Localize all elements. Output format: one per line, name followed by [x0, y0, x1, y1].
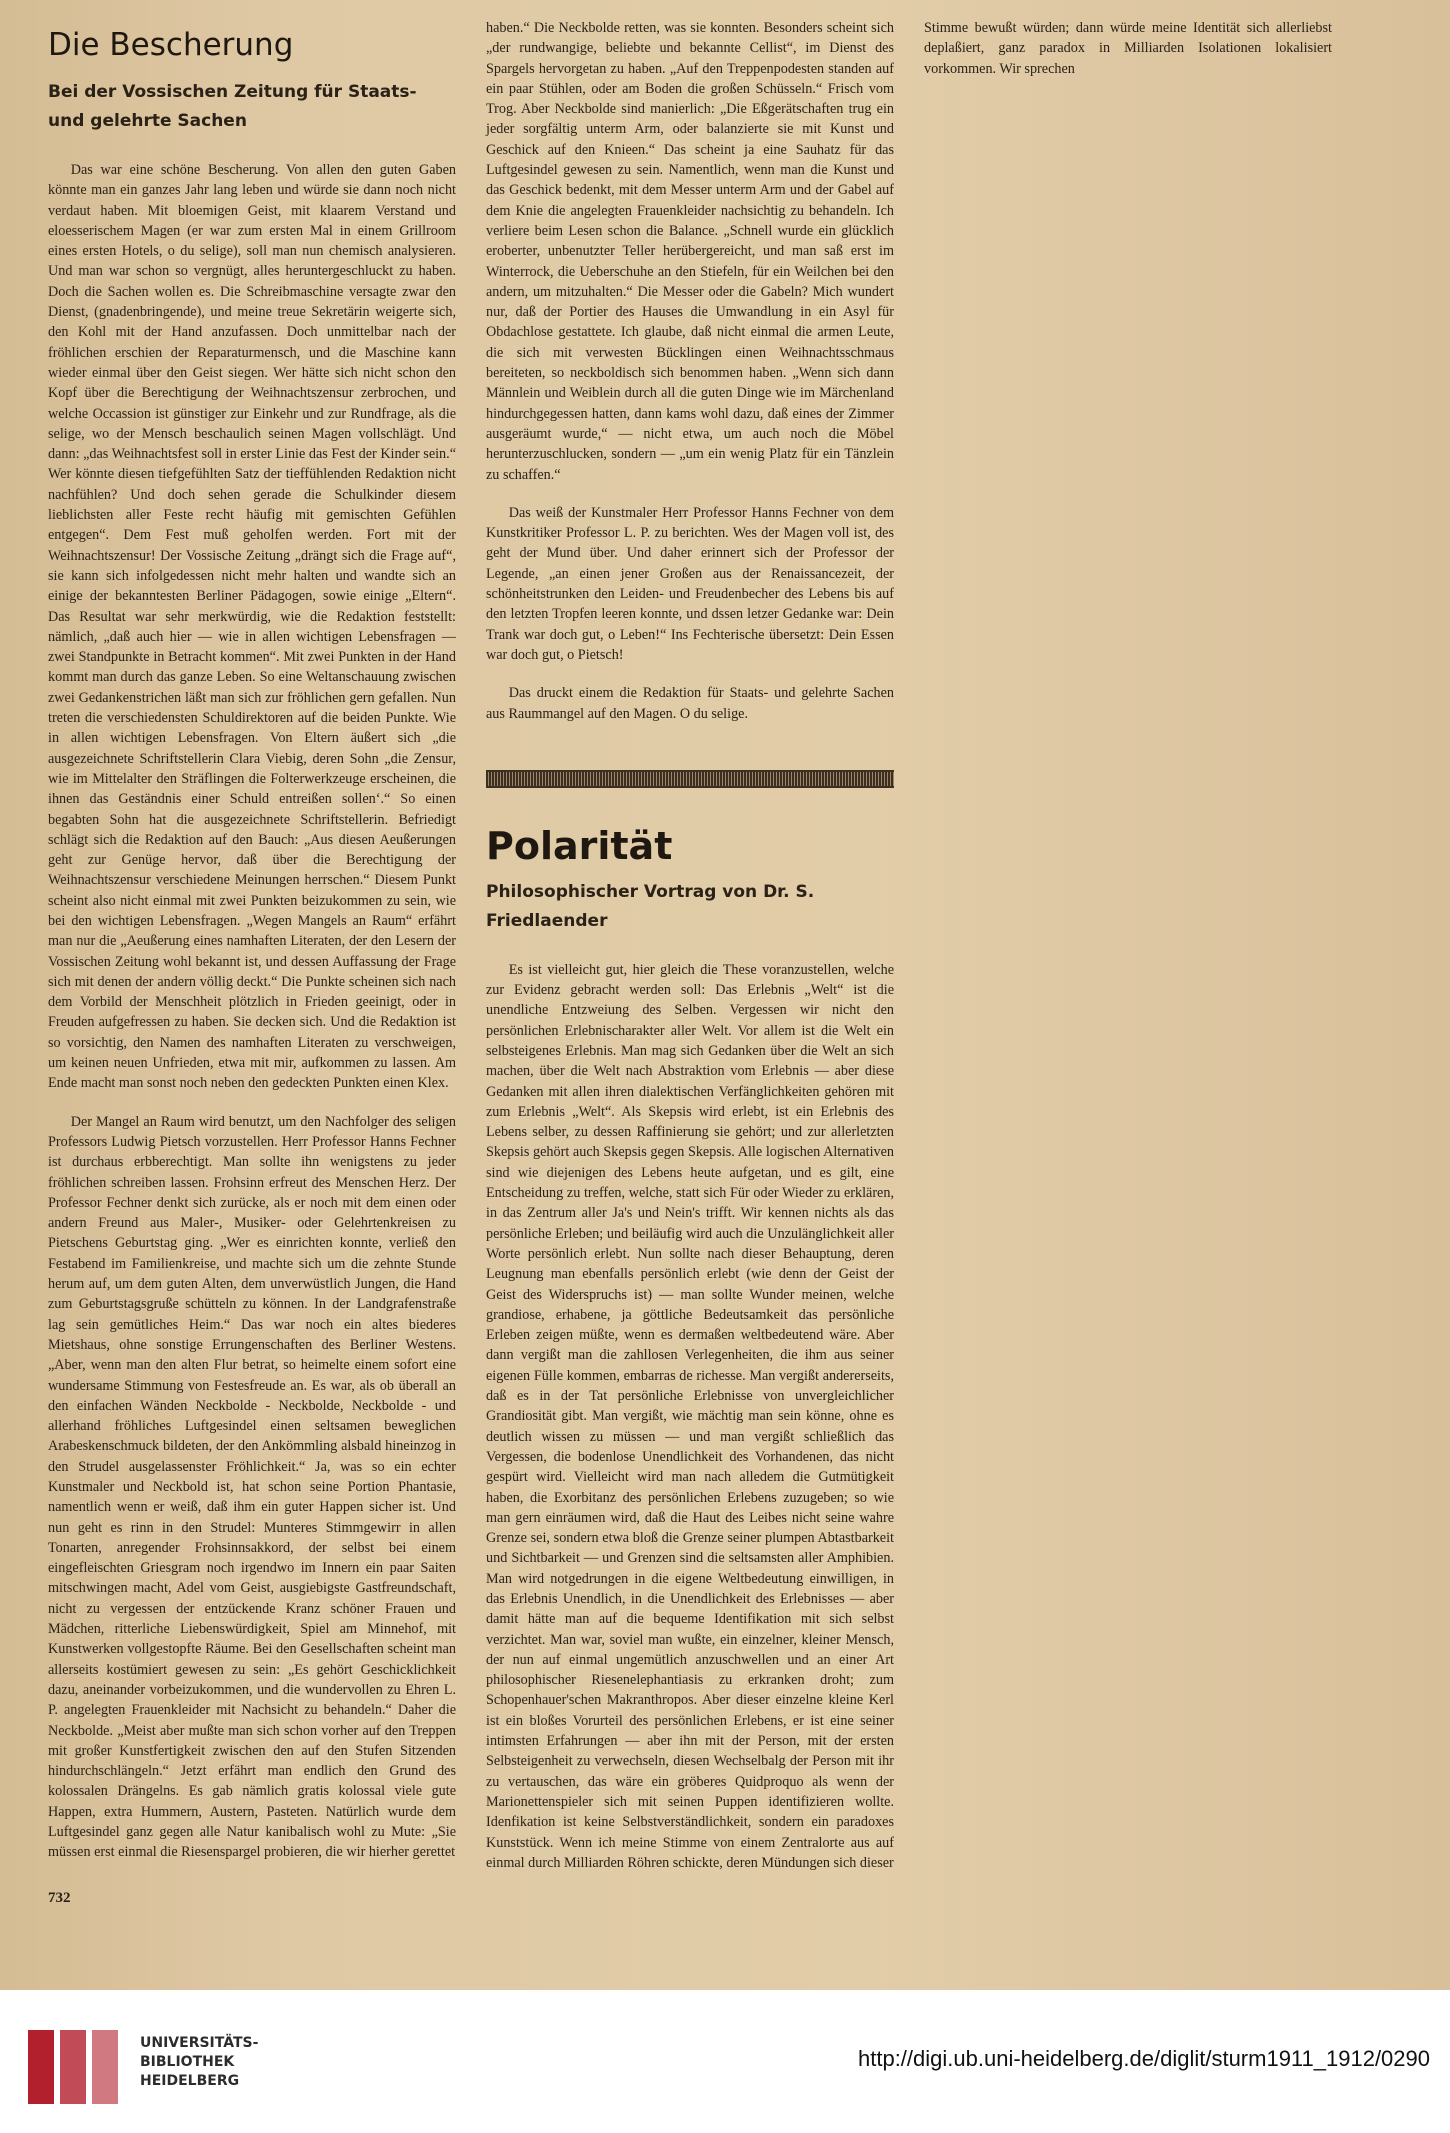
paragraph: Das war eine schöne Bescherung. Von allen den guten Gaben könnte man ein ganzes Jahr lang leben und würde sie dann noch nicht verdaut haben. Mit bloemigen Geist, mit klaarem Verstand und eloesserischem Magen (er war zum ersten Mal in einem Grillroom eines ersten Hotels, o du selige), soll man nun chemisch analysieren. Und man war schon so vergnügt, alles heruntergeschluckt zu haben. Doch die Sachen wollen es. Die Schreibmaschine versagte zwar den Dienst, (gnadenbringende), und meine treue Sekretärin weigerte sich, den Kohl mit der Hand anzufassen. Doch unmittelbar nach der fröhlichen erschien der Reparaturmensch, und die Maschine kann wieder einmal über den Geist siegen. Wer hätte sich nicht schon den Kopf über die Berechtigung der Weihnachtszensur zerbrochen, und welche Occassion ist günstiger zur Einkehr und zur Rundfrage, als die selige, wo der Mensch beschaulich seinen Magen vollschlägt. Und dann: „das Weihnachtsfest soll in erster Linie das Fest der Kinder sein.“ Wer könnte diesen tiefgefühlten Satz der tieffühlenden Redaktion nicht nachfühlen? Und doch sehen gerade die Schulkinder diesem lieblichsten aller Feste recht häufig mit gemischten Gefühlen entgegen“. Dem Fest muß geholfen werden. Fort mit der Weihnachtszensur! Der Vossische Zeitung „drängt sich die Frage auf“, sie kann sich infolgedessen nicht mehr halten und wandte sich an einige der bekanntesten Berliner Pädagogen, sowie einige „Eltern“. Das Resultat war sehr merkwürdig, wie die Redaktion feststellt: nämlich, „daß auch hier — wie in allen wichtigen Lebensfragen — zwei Standpunkte in Betracht kommen“. Mit zwei Punkten in der Hand kommt man durch das ganze Leben. So eine Weltanschauung zwischen zwei Gedankenstrichen läßt man sich zur fröhlichen gern gefallen. Nun treten die verschiedensten Schuldirektoren auf die beiden Punkte. Wie in allen wichtigen Lebensfragen. Von Eltern äußert sich „die ausgezeichnete Schriftstellerin Clara Viebig, deren Sohn „die Zensur, wie im Mittelalter den Sträflingen die Folterwerkzeuge erscheinen, die ihnen das Geständnis einer Schuld entreißen sollen‘.“ So einen begabten Sohn hat die ausgezeichnete Schriftstellerin. Befriedigt schlägt sich die Redaktion auf den Bauch: „Aus diesen Aeußerungen geht zur Genüge hervor, daß über die Berechtigung der Weihnachtszensur verschiedene Meinungen herrschen.“ Diesem Punkt scheint also nicht einmal mit zwei Punkten beizukommen zu sein, wie bei den wichtigen Lebensfragen. „Wegen Mangels an Raum“ erfährt man nur die „Aeußerung eines namhaften Literaten, der den Lesern der Vossischen Zeitung wohl bekannt ist, und dessen Auffassung der Frage sich mit denen der andern völlig deckt.“ Die Punkte scheinen sich nach dem Vorbild der Menschheit plötzlich in Frieden geeinigt, oder in Freuden aufgefressen zu haben. Sie decken sich. Und die Redaktion ist so vorsichtig, den Namen des namhaften Literaten zu verschweigen, um keinen neuen Unfrieden, etwa mit mir, aufkommen zu lassen. Am Ende macht man sonst noch neben den gedeckten Punkten einen Klex.: [48, 162, 456, 1092]
section-divider: [486, 770, 894, 788]
paragraph: Das weiß der Kunstmaler Herr Professor Hanns Fechner von dem Kunstkritiker Professor L. P. zu berichten. Wes der Magen voll ist, des geht der Mund über. Und daher erinnert sich der Professor der Legende, „an einen jener Großen aus der Renaissancezeit, der schönheitstrunken den Leiden- und Freudenbecher des Lebens bis auf den letzten Tropfen leeren konnte, und dssen letzer Gedanke war: Dein Trank war doch gut, o Leben!“ Ins Fechterische übersetzt: Dein Essen war doch gut, o Pietsch!: [486, 504, 894, 663]
paragraph: Es ist vielleicht gut, hier gleich die These voranzustellen, welche zur Evidenz gebracht werden soll: Das Erlebnis „Welt“ ist die unendliche Entzweiung des Selben. Vergessen wir nicht den persönlichen Erlebnischarakter aller Welt. Vor allem ist die Welt ein selbsteigenes Erlebnis. Man mag sich Gedanken über die Welt an sich machen, über die Welt nach Abstraktion vom Erlebnis — aber diese Gedanken mit allen ihren dialektischen Verfänglichkeiten gehören mit zum Erlebnis „Welt“. Als Skepsis wird erlebt, ist ein Erlebnis des Lebens selber, zu dessen Raffinierung sie gehört; und zur allerletzten Skepsis gehört auch Skepsis gegen Skepsis. Alle logischen Alternativen sind wie diejenigen des Lebens heute aufgetan, und es gilt, eine Entscheidung zu treffen, welche, statt sich Für oder Wieder zu erklären, in das Zentrum aller Ja's und Nein's trifft. Wir kennen nichts als das persönliche Erleben; und beiläufig wird auch die Unzulänglichkeit aller Worte persönlich erlebt. Nun sollte nach dieser Behauptung, deren Leugnung man ebenfalls persönlich erlebt (wie denn der Geist der Geist des Widerspruchs ist) — man sollte Wunder meinen, welche grandiose, erhabene, ja göttliche Bedeutsamkeit das persönliche Erleben zeigen müßte, wenn es dermaßen weltbedeutend wäre. Aber dann vergißt man die zahllosen Verlegenheiten, die ihm aus seiner eigenen Fülle kommen, embarras de richesse. Man vergißt andererseits, daß es in der Tat persönliche Erlebnisse von unvergleichlicher Grandiosität gibt. Man vergißt, wie mächtig man sein könne, ohne es deutlich wissen zu müssen — und man vergißt schließlich das Vergessen, die bodenlose Unendlichkeit des Vorhandenen, das nicht gespürt wird. Vielleicht wird man nach alledem die Gutmütigkeit haben, die Exorbitanz des persönlichen Erlebens zuzugeben; so wie man gern einräumen wird, daß die Haut des Leibes nicht seine wahre Grenze sei, sondern etwa bloß die Grenze seiner plumpen Abtastbarkeit und Sichtbarkeit — und Grenzen sind die seltsamsten aller Amphibien. Man wird notgedrungen in die eigene Weltbedeutung einwilligen, in das Erlebnis Unendlich, in die Unendlichkeit des Erlebnisses — aber damit hätte man auf die bequeme Identifikation mit sich selbst verzichtet. Man war, soviel man wußte, ein einzelner, kleiner Mensch, der nun auf einmal ungemütlich anzuschwellen und an einer Art philosophischer Riesenelephantiasis zu erkranken droht; zum Schopenhauer'schen Makranthropos. Aber dieser einzelne kleine Kerl ist ein bloßes Vorurteil des persönlichen Erlebens, er ist eine seiner intimsten Erfahrungen — aber ihn mit der Person, mit der ersten Selbsteigenheit zu verwechseln, diesen Wechselbalg der Person mit ihr zu vertauschen, das wäre ein gröberes Quidproquo als wenn der Marionettenspieler sich mit seinen Puppen identifizieren wollte. Idenfikation ist keine Selbstverständlichkeit, sondern ein paradoxes Kunststück. Wenn ich meine Stimme von einem Zentralorte aus auf einmal durch Milliarden Röhren schickte, deren Mündungen sich dieser: [486, 961, 894, 1871]
column-1: [48, 18, 456, 1863]
article-subtitle: Philosophischer Vortrag von Dr. S. Friedlaender: [486, 881, 815, 931]
paragraph: Stimme bewußt würden; dann würde meine Identität sich allerliebst deplaßiert, ganz paradox in Milliarden Isolationen lokalisiert vorkommen. Wir sprechen: [924, 20, 1332, 77]
paragraph: Der Mangel an Raum wird benutzt, um den Nachfolger des seligen Professors Ludwig Pietsch vorzustellen. Herr Professor Hanns Fechner ist durchaus erbberechtigt. Man sollte ihn wenigstens zu jeder fröhlichen schreiben lassen. Frohsinn erfreut des Menschen Herz. Der Professor Fechner denkt sich zurücke, als er noch mit dem einen oder andern Freund aus Maler-, Musiker- oder Gelehrtenkreisen zu Pietschens Geburtstag ging. „Wer es einrichten konnte, verließ den Festabend im Familienkreise, und machte sich um die zehnte Stunde herum auf, um dem guten Alten, dem unverwüstlich Jungen, die Hand zum Geburtstagsgruße schütteln zu können. In der Landgrafenstraße lag sein gemütliches Heim.“ Das war noch ein altes biederes Mietshaus, ohne sonstige Errungenschaften des Berliner Westens. „Aber, wenn man den alten Flur betrat, so heimelte einem sofort eine wundersame Stimmung von Festesfreude an. Es war, als ob überall an den einfachen Wänden Neckbolde - Neckbolde, Neckbolde - und allerhand fröhliches Luftgesindel einen seltsamen beweglichen Arabeskenschmuck bildeten, der den Ankömmling alsbald hineinzog in den Strudel ausgelassenster Fröhlichkeit.“ Ja, was so ein echter Kunstmaler und Neckbold ist, hat schon seine Portion Phantasie, namentlich wenn er weiß, daß ihm ein guter Happen sicher ist. Und nun geht es rinn in den Strudel: Munteres Stimmgewirr in allen Tonarten, anregender Frohsinnsakkord, der selbst bei einem eingefleischten Griesgram noch irgendwo im Innern ein paar Saiten mitschwingen macht, Adel vom Geist, ausgiebigste Gastfreundschaft, nicht zu vergessen der entzückende Kranz schöner Frauen und Mädchen, ritterliche Liebenswürdigkeit, Spiel am Minnehof, mit Kunstwerken vollgestopfte Räume. Bei den Gesellschaften scheint man allerseits kostümiert gewesen zu sein: „Es gehört Geschicklichkeit dazu, aneinander vorbeizukommen, und die wundervollen zu Ehren L. P. angelegten Frauenkleider mit Nachsicht zu behandeln.“ Daher die Neckbolde. „Meist aber mußte man sich schon vorher auf den Treppen mit großer Kunstfertigkeit zwischen den auf den Stufen Sitzenden hindurchschlängeln.“ Jetzt erfährt man endlich den Grund des kolossalen Drängelns. Es gab nämlich gratis kolossal viele gute Happen, extra Hummern, Austern, Pasteten. Natürlich wurde dem Luftgesindel ganz gegen alle Natur kanibalisch wohl zu Mute: „Sie müssen erst einmal die Riesenspargel probieren, die wir hierher gerettet: [48, 1113, 456, 1861]
source-url[interactable]: http://digi.ub.uni-heidelberg.de/diglit/sturm1911_1912/0290: [858, 2046, 1430, 2071]
page-number: 732: [48, 1890, 71, 1906]
library-logo-icon: [20, 2024, 130, 2110]
article-subtitle: Bei der Vossischen Zeitung für Staats- und gelehrte Sachen: [48, 82, 417, 131]
footer-bar: [0, 1990, 1450, 2133]
paragraph: Das druckt einem die Redaktion für Staats- und gelehrte Sachen aus Raummangel auf den Magen. O du selige.: [486, 685, 894, 722]
library-name: UNIVERSITÄTS- BIBLIOTHEK HEIDELBERG: [140, 2035, 259, 2089]
article-title: Polarität: [486, 823, 673, 868]
column-3: [924, 18, 1332, 79]
paragraph: haben.“ Die Neckbolde retten, was sie konnten. Besonders scheint sich „der rundwangige, beliebte und bekannte Cellist“, im Dienst des Spargels hervorgetan zu haben. „Auf den Treppenpodesten standen auf ein paar Stühlen, oder am Boden die großen Schüsseln.“ Frisch vom Trog. Aber Neckbolde sind manierlich: „Die Eßgerätschaften trug ein jeder sorgfältig unterm Arm, oder balanzierte sie mit Kunst und Geschick auf den Knieen.“ Das scheint ja eine Sauhatz für das Luftgesindel gewesen zu sein. Namentlich, wenn man die Kunst und das Geschick bedenkt, mit dem Messer unterm Arm und der Gabel auf dem Knie die angelegten Frauenkleider nachsichtig zu behandeln. Ich verliere beim Lesen schon die Balance. „Schnell wurde ein glücklich eroberter, unbenutzter Teller herübergereicht, und man saß erst im Winterrock, die Ueberschuhe an den Stiefeln, für ein Weilchen bei den andern, um mitzuhalten.“ Die Messer oder die Gabeln? Mich wundert nur, daß der Portier des Hauses die Umwandlung in ein Asyl für Obdachlose gestattete. Ich glaube, daß nicht einmal die armen Leute, die sich mit verwesten Bücklingen einen Weihnachtsschmaus bereiteten, so neckboldisch sich benommen haben. „Wenn sich dann Männlein und Weiblein durch all die guten Dinge wie im Märchenland hindurchgegessen hatten, dann kams wohl dazu, daß eines der Zimmer ausgeräumt wurde,“ — nicht etwa, um auch noch die Möbel herunterzuschlucken, sondern — „um ein wenig Platz für ein Tänzlein zu schaffen.“: [486, 20, 894, 483]
column-2: [486, 18, 894, 1873]
article-title: Die Bescherung: [48, 27, 294, 63]
